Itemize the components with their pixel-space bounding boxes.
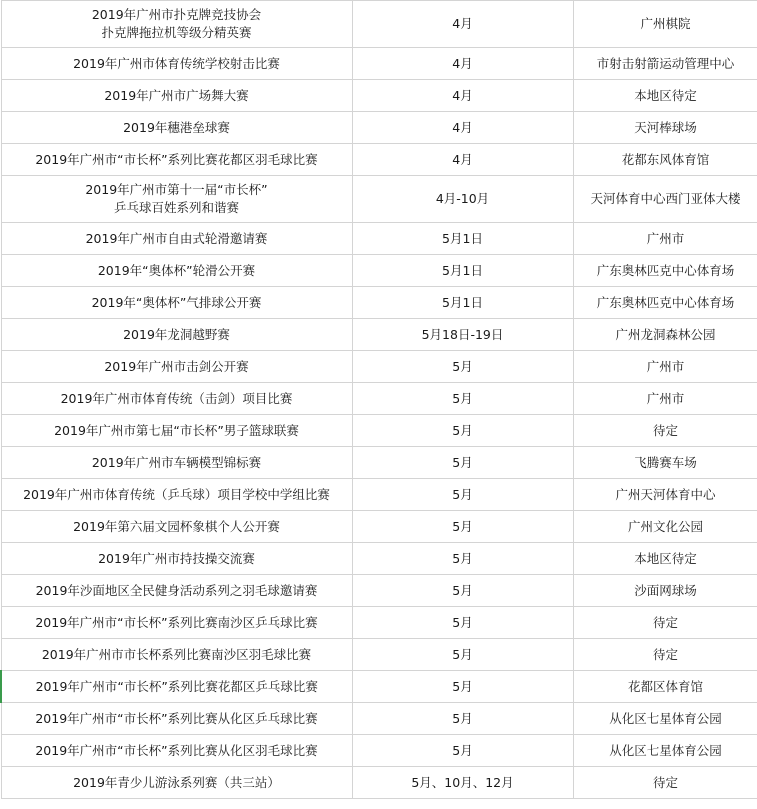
event-venue-cell[interactable]: 待定 xyxy=(573,639,757,671)
table-row xyxy=(1,735,757,767)
event-date-cell[interactable]: 5月 xyxy=(352,607,573,639)
table-row xyxy=(1,1,757,48)
table-row xyxy=(1,671,757,703)
event-name-cell[interactable]: 2019年龙洞越野赛 xyxy=(1,319,352,351)
table-row xyxy=(1,176,757,223)
event-venue-cell[interactable]: 天河棒球场 xyxy=(573,112,757,144)
event-name-cell[interactable]: 2019年广州市体育传统学校射击比赛 xyxy=(1,48,352,80)
event-name-cell[interactable]: 2019年广州市车辆模型锦标赛 xyxy=(1,447,352,479)
event-name-cell[interactable]: 2019年广州市第十一届“市长杯” 乒乓球百姓系列和谐赛 xyxy=(1,176,352,223)
table-body xyxy=(1,0,757,799)
event-name-cell[interactable]: 2019年广州市持技操交流赛 xyxy=(1,543,352,575)
event-venue-cell[interactable]: 广州市 xyxy=(573,223,757,255)
table-row xyxy=(1,575,757,607)
event-venue-cell[interactable]: 广州龙洞森林公园 xyxy=(573,319,757,351)
event-name-cell[interactable]: 2019年广州市“市长杯”系列比赛南沙区乒乓球比赛 xyxy=(1,607,352,639)
event-date-cell[interactable]: 5月1日 xyxy=(352,287,573,319)
event-venue-cell[interactable]: 市射击射箭运动管理中心 xyxy=(573,48,757,80)
table-row xyxy=(1,255,757,287)
event-name-cell[interactable]: 2019年广州市体育传统（击剑）项目比赛 xyxy=(1,383,352,415)
event-date-cell[interactable]: 5月1日 xyxy=(352,255,573,287)
table-row xyxy=(1,319,757,351)
table-row xyxy=(1,112,757,144)
table-row xyxy=(1,447,757,479)
event-name-cell[interactable]: 2019年广州市自由式轮滑邀请赛 xyxy=(1,223,352,255)
event-date-cell[interactable]: 5月1日 xyxy=(352,223,573,255)
event-venue-cell[interactable]: 本地区待定 xyxy=(573,80,757,112)
event-date-cell[interactable]: 5月 xyxy=(352,575,573,607)
event-date-cell[interactable]: 4月-10月 xyxy=(352,176,573,223)
event-date-cell[interactable]: 5月 xyxy=(352,415,573,447)
event-name-cell[interactable]: 2019年广州市“市长杯”系列比赛从化区乒乓球比赛 xyxy=(1,703,352,735)
table-row xyxy=(1,511,757,543)
event-venue-cell[interactable]: 从化区七星体育公园 xyxy=(573,735,757,767)
table-row xyxy=(1,48,757,80)
event-name-cell[interactable]: 2019年穗港垒球赛 xyxy=(1,112,352,144)
event-name-cell[interactable]: 2019年沙面地区全民健身活动系列之羽毛球邀请赛 xyxy=(1,575,352,607)
table-row xyxy=(1,80,757,112)
event-name-cell[interactable]: 2019年广州市击剑公开赛 xyxy=(1,351,352,383)
table-row xyxy=(1,415,757,447)
table-row xyxy=(1,144,757,176)
event-date-cell[interactable]: 4月 xyxy=(352,48,573,80)
event-venue-cell[interactable]: 广州天河体育中心 xyxy=(573,479,757,511)
event-venue-cell[interactable]: 沙面网球场 xyxy=(573,575,757,607)
event-date-cell[interactable]: 5月 xyxy=(352,735,573,767)
table-row xyxy=(1,383,757,415)
event-name-cell[interactable]: 2019年“奥体杯”轮滑公开赛 xyxy=(1,255,352,287)
table-row xyxy=(1,703,757,735)
event-venue-cell[interactable]: 广州文化公园 xyxy=(573,511,757,543)
event-date-cell[interactable]: 5月、10月、12月 xyxy=(352,767,573,799)
table-row xyxy=(1,479,757,511)
table-row xyxy=(1,543,757,575)
event-date-cell[interactable]: 5月 xyxy=(352,447,573,479)
event-name-cell[interactable]: 2019年广州市体育传统（乒乓球）项目学校中学组比赛 xyxy=(1,479,352,511)
event-date-cell[interactable]: 4月 xyxy=(352,1,573,48)
event-date-cell[interactable]: 5月 xyxy=(352,511,573,543)
event-date-cell[interactable]: 5月 xyxy=(352,639,573,671)
event-date-cell[interactable]: 5月 xyxy=(352,703,573,735)
event-name-cell[interactable]: 2019年广州市第七届“市长杯”男子篮球联赛 xyxy=(1,415,352,447)
table-row xyxy=(1,223,757,255)
event-venue-cell[interactable]: 待定 xyxy=(573,607,757,639)
event-venue-cell[interactable]: 待定 xyxy=(573,767,757,799)
event-name-cell[interactable]: 2019年广州市广场舞大赛 xyxy=(1,80,352,112)
event-date-cell[interactable]: 5月 xyxy=(352,479,573,511)
event-venue-cell[interactable]: 花都东风体育馆 xyxy=(573,144,757,176)
event-name-cell[interactable]: 2019年广州市“市长杯”系列比赛从化区羽毛球比赛 xyxy=(1,735,352,767)
event-venue-cell[interactable]: 广州市 xyxy=(573,351,757,383)
table-row xyxy=(1,287,757,319)
event-date-cell[interactable]: 5月 xyxy=(352,351,573,383)
event-name-cell[interactable]: 2019年青少儿游泳系列赛（共三站） xyxy=(1,767,352,799)
event-venue-cell[interactable]: 飞腾赛车场 xyxy=(573,447,757,479)
event-date-cell[interactable]: 4月 xyxy=(352,144,573,176)
table-row xyxy=(1,639,757,671)
event-name-cell[interactable]: 2019年广州市“市长杯”系列比赛花都区乒乓球比赛 xyxy=(1,671,352,703)
event-date-cell[interactable]: 5月18日-19日 xyxy=(352,319,573,351)
table-row xyxy=(1,351,757,383)
table-row xyxy=(1,767,757,799)
event-name-cell[interactable]: 2019年第六届文园杯象棋个人公开赛 xyxy=(1,511,352,543)
event-venue-cell[interactable]: 待定 xyxy=(573,415,757,447)
event-date-cell[interactable]: 4月 xyxy=(352,112,573,144)
event-venue-cell[interactable]: 本地区待定 xyxy=(573,543,757,575)
event-date-cell[interactable]: 5月 xyxy=(352,543,573,575)
event-venue-cell[interactable]: 花都区体育馆 xyxy=(573,671,757,703)
event-name-cell[interactable]: 2019年“奥体杯”气排球公开赛 xyxy=(1,287,352,319)
event-venue-cell[interactable]: 广东奥林匹克中心体育场 xyxy=(573,255,757,287)
event-date-cell[interactable]: 4月 xyxy=(352,80,573,112)
event-venue-cell[interactable]: 广州市 xyxy=(573,383,757,415)
event-name-cell[interactable]: 2019年广州市“市长杯”系列比赛花都区羽毛球比赛 xyxy=(1,144,352,176)
event-date-cell[interactable]: 5月 xyxy=(352,383,573,415)
event-venue-cell[interactable]: 广州棋院 xyxy=(573,1,757,48)
event-venue-cell[interactable]: 广东奥林匹克中心体育场 xyxy=(573,287,757,319)
event-date-cell[interactable]: 5月 xyxy=(352,671,573,703)
event-venue-cell[interactable]: 天河体育中心西门亚体大楼 xyxy=(573,176,757,223)
event-name-cell[interactable]: 2019年广州市扑克牌竞技协会 扑克牌拖拉机等级分精英赛 xyxy=(1,1,352,48)
event-name-cell[interactable]: 2019年广州市市长杯系列比赛南沙区羽毛球比赛 xyxy=(1,639,352,671)
table-row xyxy=(1,607,757,639)
event-venue-cell[interactable]: 从化区七星体育公园 xyxy=(573,703,757,735)
